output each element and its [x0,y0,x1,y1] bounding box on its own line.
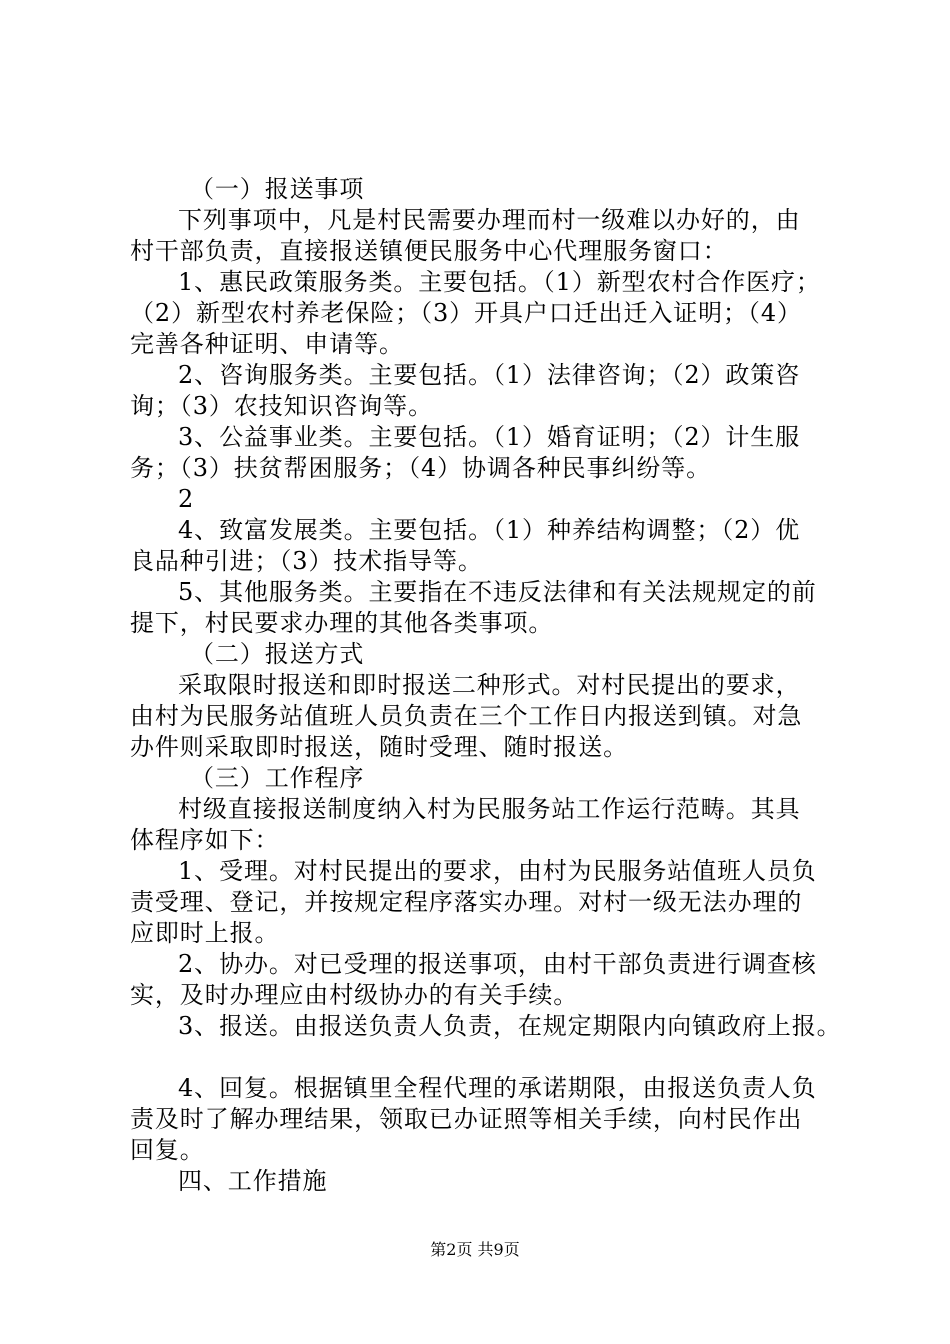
section-heading-4: 四、工作措施 [178,1167,328,1195]
paragraph-line: 3、报送。由报送负责人负责，在规定期限内向镇政府上报。 [178,1012,842,1040]
paragraph-line: 责受理、登记，并按规定程序落实办理。对村一级无法办理的 [130,888,803,916]
paragraph-line: 应即时上报。 [130,919,280,947]
paragraph-line: 4、致富发展类。主要包括。（1）种养结构调整；（2）优 [178,516,801,544]
page-footer: 第2页 共9页 [430,1240,520,1259]
paragraph-line: 体程序如下： [130,826,280,854]
paragraph-line: 责及时了解办理结果，领取已办证照等相关手续，向村民作出 [130,1105,803,1133]
paragraph-line: 2、咨询服务类。主要包括。（1）法律咨询；（2）政策咨 [178,361,801,389]
paragraph-line: 良品种引进；（3）技术指导等。 [130,547,483,575]
paragraph-line: 回复。 [130,1136,205,1164]
paragraph-line: （2）新型农村养老保险；（3）开具户口迁出迁入证明；（4） [130,299,802,327]
paragraph-line: 村级直接报送制度纳入村为民服务站工作运行范畴。其具 [178,795,801,823]
paragraph-line: 村干部负责，直接报送镇便民服务中心代理服务窗口： [130,237,728,265]
paragraph-line: 完善各种证明、申请等。 [130,330,404,358]
paragraph-line: 5、其他服务类。主要指在不违反法律和有关法规规定的前 [178,578,817,606]
paragraph-line: 2、协办。对已受理的报送事项，由村干部负责进行调查核 [178,950,817,978]
paragraph-line: 下列事项中，凡是村民需要办理而村一级难以办好的，由 [178,206,801,234]
paragraph-line: 由村为民服务站值班人员负责在三个工作日内报送到镇。对急 [130,702,803,730]
paragraph-line: 办件则采取即时报送，随时受理、随时报送。 [130,733,628,761]
section-heading-2: （二）报送方式 [190,640,365,668]
paragraph-line: 1、受理。对村民提出的要求，由村为民服务站值班人员负 [178,857,817,885]
section-heading-3: （三）工作程序 [190,764,365,792]
blank-line [130,1042,840,1073]
document-body [130,174,840,1197]
paragraph-line: 4、回复。根据镇里全程代理的承诺期限，由报送负责人负 [178,1074,817,1102]
paragraph-line: 询；（3）农技知识咨询等。 [130,392,433,420]
paragraph-line: 1、惠民政策服务类。主要包括。（1）新型农村合作医疗； [178,268,821,296]
paragraph-line: 实，及时办理应由村级协办的有关手续。 [130,981,579,1009]
section-heading-1: （一）报送事项 [190,175,365,203]
paragraph-line: 采取限时报送和即时报送二种形式。对村民提出的要求， [178,671,801,699]
paragraph-line: 提下，村民要求办理的其他各类事项。 [130,609,554,637]
stray-number: 2 [178,485,195,513]
paragraph-line: 3、公益事业类。主要包括。（1）婚育证明；（2）计生服 [178,423,801,451]
paragraph-line: 务；（3）扶贫帮困服务；（4）协调各种民事纠纷等。 [130,454,712,482]
